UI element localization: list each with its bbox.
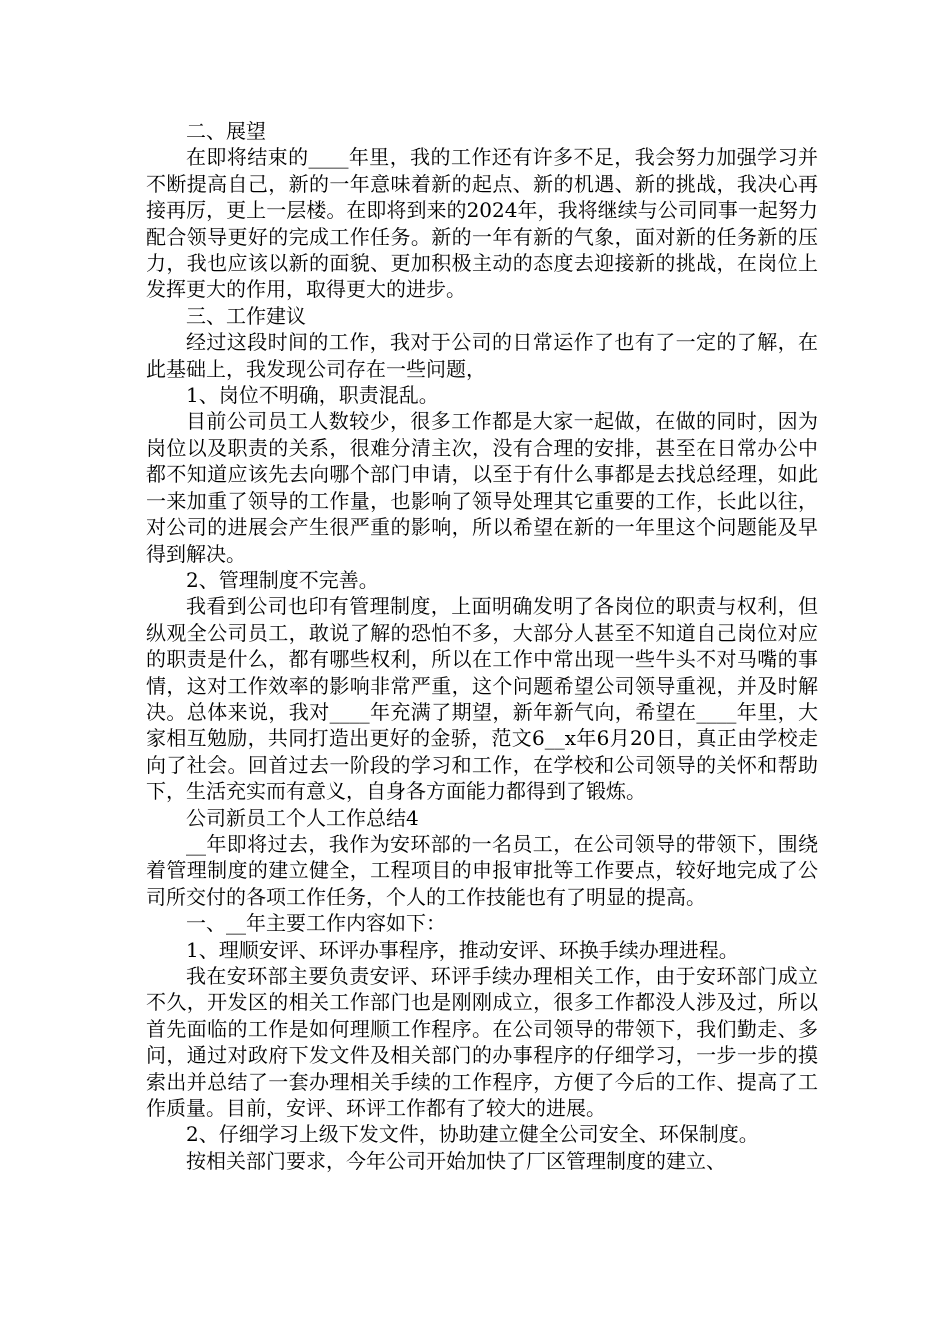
subheading-study-documents: 2、仔细学习上级下发文件，协助建立健全公司安全、环保制度。 [186,1122,759,1147]
section-heading-outlook: 二、展望 [186,119,266,143]
subheading-management-system: 2、管理制度不完善。 [186,567,379,592]
document-body [146,118,818,1174]
subheading-procedures: 1、理顺安评、环评办事程序，推动安评、环换手续办理进程。 [186,937,739,962]
section-heading-suggestions: 三、工作建议 [186,303,306,328]
paragraph-management-system: 我看到公司也印有管理制度，上面明确发明了各岗位的职责与权利，但纵观全公司员工，敢说了解的恐怕不多，大部分人甚至不知道自己岗位对应的职责是什么，都有哪些权利，所以在工作中常出现一些牛头不对马嘴的事情，这对工作效率的影响非常严重，这个问题希望公司领导重视，并及时解决。总体来说，我对____年充满了期望，新年新气向，希望在____年里，大家相互勉励，共同打造出更好的金骄，范文6__x年6月20日，真正由学校走向了社会。回首过去一阶段的学习和工作，在学校和公司领导的关怀和帮助下，生活充实而有意义，自身各方面能力都得到了锻炼。 [146,594,818,804]
paragraph-study-documents: 按相关部门要求，今年公司开始加快了厂区管理制度的建立、 [186,1148,726,1173]
section-heading-main-work: 一、__年主要工作内容如下： [186,911,446,936]
subheading-unclear-positions: 1、岗位不明确，职责混乱。 [186,383,439,408]
paragraph-outlook: 在即将结束的____年里，我的工作还有许多不足，我会努力加强学习并不断提高自己，新的一年意味着新的起点、新的机遇、新的挑战，我决心再接再厉，更上一层楼。在即将到来的2024年，我将继续与公司同事一起努力配合领导更好的完成工作任务。新的一年有新的气象，面对新的任务新的压力，我也应该以新的面貌、更加积极主动的态度去迎接新的挑战，在岗位上发挥更大的作用，取得更大的进步。 [146,145,818,302]
paragraph-suggestions-intro: 经过这段时间的工作，我对于公司的日常运作了也有了一定的了解，在此基础上，我发现公司存在一些问题， [146,330,818,381]
paragraph-summary-intro: __年即将过去，我作为安环部的一名员工，在公司领导的带领下，围绕着管理制度的建立健全，工程项目的申报审批等工作要点，较好地完成了公司所交付的各项工作任务，个人的工作技能也有了明显的提高。 [146,831,818,909]
paragraph-unclear-positions: 目前公司员工人数较少，很多工作都是大家一起做，在做的同时，因为岗位以及职责的关系，很难分清主次，没有合理的安排，甚至在日常办公中都不知道应该先去向哪个部门申请，以至于有什么事都是去找总经理，如此一来加重了领导的工作量，也影响了领导处理其它重要的工作，长此以往，对公司的进展会产生很严重的影响，所以希望在新的一年里这个问题能及早得到解决。 [146,409,818,566]
document-title-summary-4: 公司新员工个人工作总结4 [186,805,419,830]
paragraph-procedures: 我在安环部主要负责安评、环评手续办理相关工作，由于安环部门成立不久，开发区的相关工作部门也是刚刚成立，很多工作都没人涉及过，所以首先面临的工作是如何理顺工作程序。在公司领导的带领下，我们勤走、多问，通过对政府下发文件及相关部门的办事程序的仔细学习，一步一步的摸索出并总结了一套办理相关手续的工作程序，方便了今后的工作、提高了工作质量。目前，安评、环评工作都有了较大的进展。 [146,964,818,1121]
